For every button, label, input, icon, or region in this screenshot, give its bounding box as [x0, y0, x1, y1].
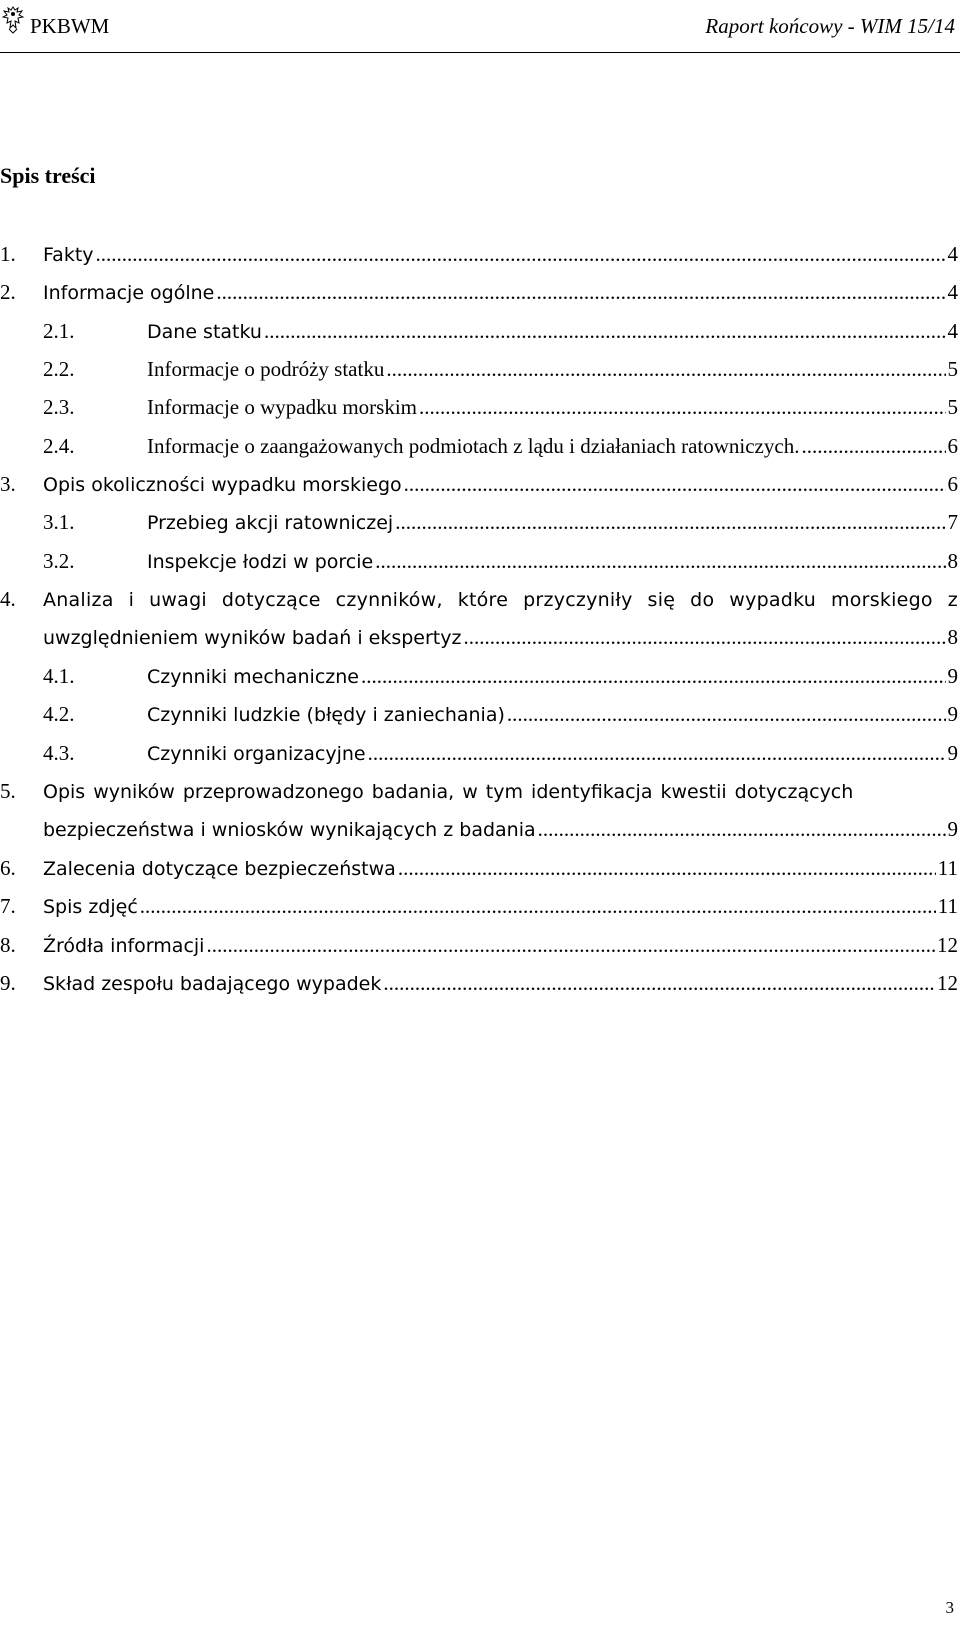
eagle-emblem-icon — [2, 4, 24, 34]
toc-entry-number: 4.2. — [43, 702, 75, 726]
page-header — [0, 0, 960, 58]
toc-entry-number: 1. — [0, 242, 16, 266]
report-title: Raport końcowy - WIM 15/14 — [705, 14, 955, 38]
toc-entry[interactable] — [0, 242, 958, 280]
toc-entry-number: 4. — [0, 587, 16, 611]
toc-entry-title: Skład zespołu badającego wypadek — [43, 973, 382, 995]
toc-entry[interactable] — [0, 933, 958, 971]
toc-entry-page: 12 — [937, 971, 958, 995]
toc-entry-title: Informacje o zaangażowanych podmiotach z lądu i działaniach ratowniczych. — [147, 434, 800, 458]
toc-entry-number: 2.3. — [43, 395, 75, 419]
toc-entry[interactable] — [0, 664, 958, 702]
toc-leader — [368, 741, 946, 766]
toc-leader — [463, 625, 945, 650]
toc-entry-page: 4 — [947, 242, 958, 266]
toc-entry[interactable] — [0, 549, 958, 587]
toc-entry-title: Czynniki organizacyjne — [147, 743, 366, 765]
toc-leader — [375, 549, 945, 574]
toc-entry-page: 5 — [947, 357, 958, 381]
toc-entry-number: 9. — [0, 971, 16, 995]
toc-entry-number: 6. — [0, 856, 16, 880]
toc-entry-page: 5 — [947, 395, 958, 419]
toc-entry-title: Spis zdjęć — [43, 896, 138, 918]
toc-entry-page: 11 — [937, 856, 958, 880]
page-number: 3 — [945, 1598, 954, 1617]
toc-entry-number: 3.1. — [43, 510, 75, 534]
toc-leader — [419, 395, 945, 420]
toc-leader — [395, 510, 945, 535]
toc-entry-title: Opis okoliczności wypadku morskiego — [43, 474, 402, 496]
toc-leader — [216, 280, 945, 305]
toc-entry-title: Informacje o wypadku morskim — [147, 395, 418, 419]
toc-entry[interactable] — [0, 319, 958, 357]
toc-entry-number: 5. — [0, 779, 16, 803]
toc-entry-page: 6 — [947, 472, 958, 496]
toc-entry-multiline[interactable] — [0, 587, 958, 663]
toc-heading: Spis treści — [0, 163, 96, 188]
toc-leader — [383, 971, 935, 996]
toc-entry-title: Dane statku — [147, 321, 262, 343]
toc-leader — [398, 856, 936, 881]
toc-entry-page: 7 — [947, 510, 958, 534]
toc-entry-title: Źródła informacji — [43, 935, 205, 957]
toc-entry[interactable] — [0, 702, 958, 740]
toc-entry-page: 11 — [937, 894, 958, 918]
toc-entry-page: 4 — [947, 280, 958, 304]
toc-entry-title-continued: bezpieczeństwa i wniosków wynikających z badania — [43, 819, 536, 841]
toc-entry-page: 8 — [947, 549, 958, 573]
toc-leader — [404, 472, 946, 497]
toc-entry-title: Czynniki ludzkie (błędy i zaniechania) — [147, 704, 505, 726]
toc-leader — [361, 664, 946, 689]
toc-entry[interactable] — [0, 971, 958, 1009]
toc-entry-page: 9 — [947, 664, 958, 688]
toc-entry-number: 2.2. — [43, 357, 75, 381]
toc-entry[interactable] — [0, 894, 958, 932]
toc-entry[interactable] — [0, 280, 958, 318]
toc-entry-page: 9 — [947, 741, 958, 765]
toc-entry[interactable] — [0, 357, 958, 395]
toc-leader — [538, 817, 946, 842]
toc-entry-title: Fakty — [43, 244, 94, 266]
toc-entry-number: 3.2. — [43, 549, 75, 573]
toc-entry-number: 7. — [0, 894, 16, 918]
toc-leader — [264, 319, 946, 344]
toc-entry[interactable] — [0, 395, 958, 433]
toc-entry[interactable] — [0, 510, 958, 548]
header-divider — [0, 52, 960, 53]
toc-entry[interactable] — [0, 856, 958, 894]
toc-entry-multiline[interactable] — [0, 779, 958, 855]
toc-leader — [801, 434, 945, 459]
toc-entry-page: 8 — [947, 625, 958, 649]
toc-entry-title: Opis wyników przeprowadzonego badania, w tym identyfikacja kwestii dotyczących — [43, 781, 854, 803]
toc-entry-number: 4.3. — [43, 741, 75, 765]
toc-entry-page: 9 — [947, 702, 958, 726]
toc-entry[interactable] — [0, 741, 958, 779]
toc-entry-title: Analiza i uwagi dotyczące czynników, które przyczyniły się do wypadku morskiego z — [43, 589, 958, 611]
toc-entry-title: Inspekcje łodzi w porcie — [147, 551, 374, 573]
toc-entry-title: Informacje ogólne — [43, 282, 215, 304]
toc-leader — [507, 702, 946, 727]
toc-entry[interactable] — [0, 434, 958, 472]
toc-entry-number: 2.4. — [43, 434, 75, 458]
toc-leader — [140, 894, 936, 919]
toc-leader — [96, 242, 946, 267]
toc-entry-page: 6 — [947, 434, 958, 458]
toc-entry-page: 4 — [947, 319, 958, 343]
toc-entry-title: Informacje o podróży statku — [147, 357, 385, 381]
toc-entry-title-continued: uwzględnieniem wyników badań i ekspertyz — [43, 627, 462, 649]
toc-entry-number: 2.1. — [43, 319, 75, 343]
toc-entry[interactable] — [0, 472, 958, 510]
toc-leader — [386, 357, 945, 382]
toc-entry-title: Zalecenia dotyczące bezpieczeństwa — [43, 858, 396, 880]
organization-name: PKBWM — [30, 14, 110, 38]
toc-entry-number: 4.1. — [43, 664, 75, 688]
toc-entry-page: 9 — [947, 817, 958, 841]
toc-entry-number: 8. — [0, 933, 16, 957]
toc-entry-number: 2. — [0, 280, 16, 304]
toc-entry-number: 3. — [0, 472, 16, 496]
toc-leader — [206, 933, 935, 958]
toc-entry-title: Przebieg akcji ratowniczej — [147, 512, 394, 534]
toc-entry-page: 12 — [937, 933, 958, 957]
toc-entry-title: Czynniki mechaniczne — [147, 666, 359, 688]
